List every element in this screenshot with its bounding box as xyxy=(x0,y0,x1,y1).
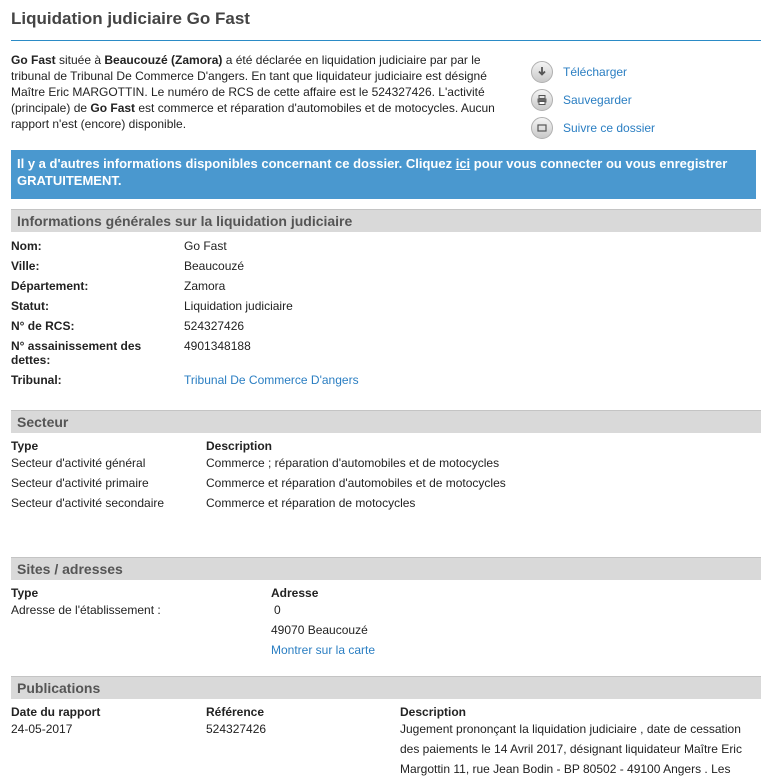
login-banner xyxy=(11,150,756,199)
department-label: Département: xyxy=(11,279,89,293)
publications-col-date: Date du rapport xyxy=(11,705,101,719)
rcs-value: 524327426 xyxy=(184,319,245,333)
follow-button[interactable] xyxy=(531,114,655,142)
title-divider xyxy=(11,40,761,41)
follow-label: Suivre ce dossier xyxy=(563,121,656,135)
general-section-heading: Informations générales sur la liquidation judiciaire xyxy=(11,209,761,232)
sector-row-type: Secteur d'activité secondaire xyxy=(11,496,165,510)
sector-row-type: Secteur d'activité primaire xyxy=(11,476,149,490)
publications-section-heading: Publications xyxy=(11,676,761,699)
court-link[interactable]: Tribunal De Commerce D'angers xyxy=(184,373,359,387)
save-label: Sauvegarder xyxy=(563,93,632,107)
sector-col-type: Type xyxy=(11,439,39,453)
save-button[interactable] xyxy=(531,86,655,114)
city-label: Ville: xyxy=(11,259,40,273)
intro-text xyxy=(11,52,511,132)
name-label: Nom: xyxy=(11,239,42,253)
court-label: Tribunal: xyxy=(11,373,62,387)
intro-text-2: a été déclarée en liquidation judiciaire par par le tribunal de Tribunal De Commerce D'angers. En tant que liquidateur judiciaire est désigné Maître Eric MARGOTTIN. Le numéro de RCS de cette affaire est le 524327426. L'activité (principale) de xyxy=(11,53,487,115)
sector-row-type: Secteur d'activité général xyxy=(11,456,146,470)
publications-col-description: Description xyxy=(400,705,467,719)
sites-section-heading: Sites / adresses xyxy=(11,557,761,580)
download-icon xyxy=(531,61,553,83)
publication-date: 24-05-2017 xyxy=(11,722,73,736)
banner-text-before: Il y a d'autres informations disponibles concernant ce dossier. Cliquez xyxy=(17,156,456,171)
sector-row-desc: Commerce et réparation d'automobiles et de motocycles xyxy=(206,476,506,490)
actions-panel xyxy=(531,58,655,142)
sector-row-desc: Commerce et réparation de motocycles xyxy=(206,496,416,510)
intro-text-3: est commerce et réparation d'automobiles et de motocycles. Aucun rapport n'est (encore) disponible. xyxy=(11,101,495,131)
printer-icon xyxy=(531,89,553,111)
intro-company: Go Fast xyxy=(11,53,56,67)
sector-col-description: Description xyxy=(206,439,273,453)
download-button[interactable] xyxy=(531,58,655,86)
banner-link[interactable]: ici xyxy=(455,156,471,171)
status-label: Statut: xyxy=(11,299,49,313)
sites-col-address: Adresse xyxy=(271,586,319,600)
site-address-line1: 0 xyxy=(274,603,281,617)
page-title: Liquidation judiciaire Go Fast xyxy=(11,9,250,28)
site-address-line2: 49070 Beaucouzé xyxy=(271,623,368,637)
show-map-link[interactable]: Montrer sur la carte xyxy=(271,643,376,657)
publications-col-reference: Référence xyxy=(206,705,265,719)
intro-text-1: située à xyxy=(55,53,105,67)
publication-reference: 524327426 xyxy=(206,722,267,736)
intro-company-2: Go Fast xyxy=(90,101,136,115)
debt-value: 4901348188 xyxy=(184,339,251,353)
sites-col-type: Type xyxy=(11,586,39,600)
department-value: Zamora xyxy=(184,279,226,293)
banner-text-after: pour vous connecter ou vous enregistrer GRATUITEMENT. xyxy=(17,156,728,188)
status-value: Liquidation judiciaire xyxy=(184,299,293,313)
sector-row-desc: Commerce ; réparation d'automobiles et de motocycles xyxy=(206,456,500,470)
publication-description: Jugement prononçant la liquidation judiciaire , date de cessation des paiements le 14 Avril 2017, désignant liquidateur Maître Eric Margottin 11, rue Jean Bodin - BP 80502 - 49100 Angers . Les xyxy=(400,722,742,776)
intro-location: Beaucouzé (Zamora) xyxy=(104,53,223,67)
site-type: Adresse de l'établissement : xyxy=(11,603,161,617)
download-label: Télécharger xyxy=(563,65,628,79)
city-value: Beaucouzé xyxy=(184,259,245,273)
rcs-label: N° de RCS: xyxy=(11,319,75,333)
sector-section-heading: Secteur xyxy=(11,410,761,433)
debt-label: N° assainissement des dettes: xyxy=(11,339,142,367)
folder-icon xyxy=(531,117,553,139)
name-value: Go Fast xyxy=(184,239,227,253)
